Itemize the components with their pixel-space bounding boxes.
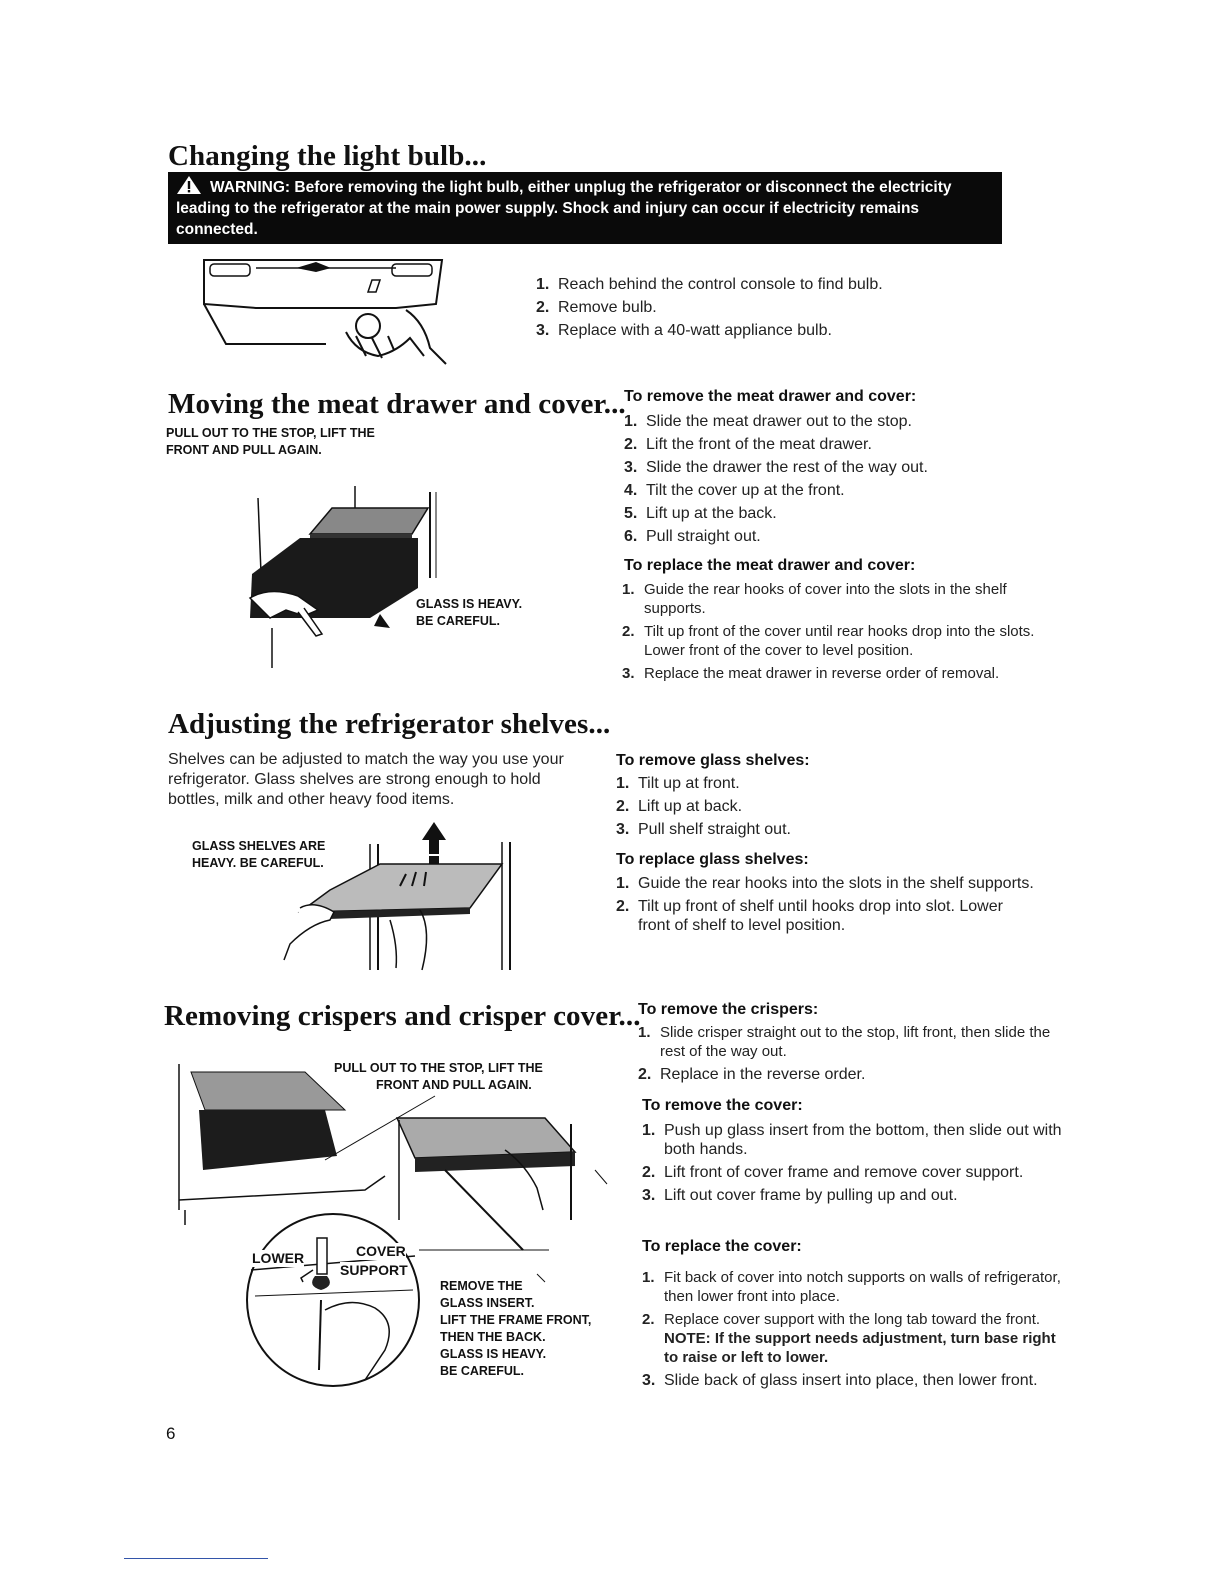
list-item: 3. Replace with a 40-watt appliance bulb.: [536, 322, 832, 339]
meat-drawer-caption: PULL OUT TO THE STOP, LIFT THE FRONT AND PULL AGAIN.: [166, 426, 375, 457]
shelves-title: Adjusting the refrigerator shelves...: [168, 708, 611, 740]
page-number: 6: [166, 1424, 176, 1443]
list-item: 1. Slide crisper straight out to the stop, lift front, then slide the rest of the way out.: [638, 1024, 1051, 1060]
cover-replace-heading: To replace the cover:: [642, 1238, 802, 1255]
meat-drawer-title: Moving the meat drawer and cover...: [168, 388, 626, 420]
list-item: 3. Pull shelf straight out.: [616, 821, 791, 838]
glass-insert-caption: REMOVE THE GLASS INSERT. LIFT THE FRAME FRONT, THEN THE BACK. GLASS IS HEAVY. BE CAREFUL.: [440, 1279, 592, 1378]
shelves-remove-steps: [616, 772, 1036, 841]
cover-remove-heading: To remove the cover:: [642, 1097, 803, 1114]
list-item: 3. Replace the meat drawer in reverse order of removal.: [622, 665, 1000, 682]
light-bulb-steps: [536, 273, 996, 342]
list-item: 3. Slide back of glass insert into place, then lower front.: [642, 1372, 1038, 1389]
list-item: 2. Lift up at back.: [616, 798, 743, 815]
list-item: 1. Guide the rear hooks of cover into the slots in the shelf supports.: [622, 581, 1007, 617]
list-item: 2. Remove bulb.: [536, 299, 657, 316]
list-item: 1. Reach behind the control console to find bulb.: [536, 276, 883, 293]
list-item: 4. Tilt the cover up at the front.: [624, 482, 845, 499]
cover-replace-steps: [642, 1268, 1066, 1394]
meat-glass-caption: GLASS IS HEAVY. BE CAREFUL.: [416, 597, 523, 628]
warning-box: [168, 172, 1002, 244]
list-item: 2. Replace cover support with the long tab toward the front. NOTE: If the support needs adjustment, turn base right to raise or left to lower.: [642, 1311, 1056, 1366]
crispers-title: Removing crispers and crisper cover...: [164, 1000, 641, 1032]
meat-drawer-illustration: [240, 478, 450, 678]
crispers-caption: PULL OUT TO THE STOP, LIFT THE FRONT AND PULL AGAIN.: [334, 1061, 543, 1092]
list-item: 3. Lift out cover frame by pulling up and out.: [642, 1187, 958, 1204]
light-bulb-title: Changing the light bulb...: [168, 140, 487, 172]
list-item: 2. Tilt up front of the cover until rear hooks drop into the slots. Lower front of the cover to level position.: [622, 623, 1035, 659]
list-item: 2. Replace in the reverse order.: [638, 1066, 866, 1083]
list-item: 5. Lift up at the back.: [624, 505, 777, 522]
list-item: 1. Guide the rear hooks into the slots in the shelf supports.: [616, 875, 1034, 892]
list-item: 2. Lift the front of the meat drawer.: [624, 436, 872, 453]
lower-label: LOWER: [252, 1250, 305, 1266]
list-item: 6. Pull straight out.: [624, 528, 761, 545]
crispers-remove-steps: [638, 1023, 1062, 1088]
shelves-intro: Shelves can be adjusted to match the way you use your refrigerator. Glass shelves are strong enough to hold bottles, milk and other heavy food items.: [168, 751, 564, 808]
cover-remove-steps: [642, 1121, 1066, 1209]
list-item: 2. Tilt up front of shelf until hooks drop into slot. Lower front of shelf to level position.: [616, 898, 1003, 934]
footer-rule: [124, 1558, 268, 1559]
meat-remove-steps: [624, 410, 1044, 548]
list-item: 1. Slide the meat drawer out to the stop.: [624, 413, 912, 430]
support-label: SUPPORT: [340, 1262, 408, 1278]
shelves-remove-heading: To remove glass shelves:: [616, 752, 810, 769]
list-item: 1. Fit back of cover into notch supports on walls of refrigerator, then lower front into place.: [642, 1269, 1061, 1305]
meat-replace-heading: To replace the meat drawer and cover:: [624, 557, 916, 574]
shelves-replace-heading: To replace glass shelves:: [616, 851, 809, 868]
warning-triangle-icon: [176, 175, 202, 195]
crispers-remove-heading: To remove the crispers:: [638, 1001, 819, 1018]
warning-text: WARNING: Before removing the light bulb, either unplug the refrigerator or disconnect the electricity leading to the refrigerator at the main power supply. Shock and injury can occur if electricity remains connected.: [176, 179, 952, 238]
glass-shelf-illustration: [270, 820, 530, 970]
list-item: 1. Tilt up at front.: [616, 775, 740, 792]
shelves-replace-steps: [616, 874, 1036, 939]
list-item: 2. Lift front of cover frame and remove cover support.: [642, 1164, 1024, 1181]
cover-label: COVER: [356, 1243, 406, 1259]
meat-remove-heading: To remove the meat drawer and cover:: [624, 388, 917, 405]
meat-replace-steps: [622, 580, 1042, 687]
shelves-caption: GLASS SHELVES ARE HEAVY. BE CAREFUL.: [192, 839, 326, 870]
list-item: 3. Slide the drawer the rest of the way out.: [624, 459, 928, 476]
list-item: 1. Push up glass insert from the bottom, then slide out with both hands.: [642, 1122, 1062, 1158]
control-console-illustration: [196, 252, 456, 372]
